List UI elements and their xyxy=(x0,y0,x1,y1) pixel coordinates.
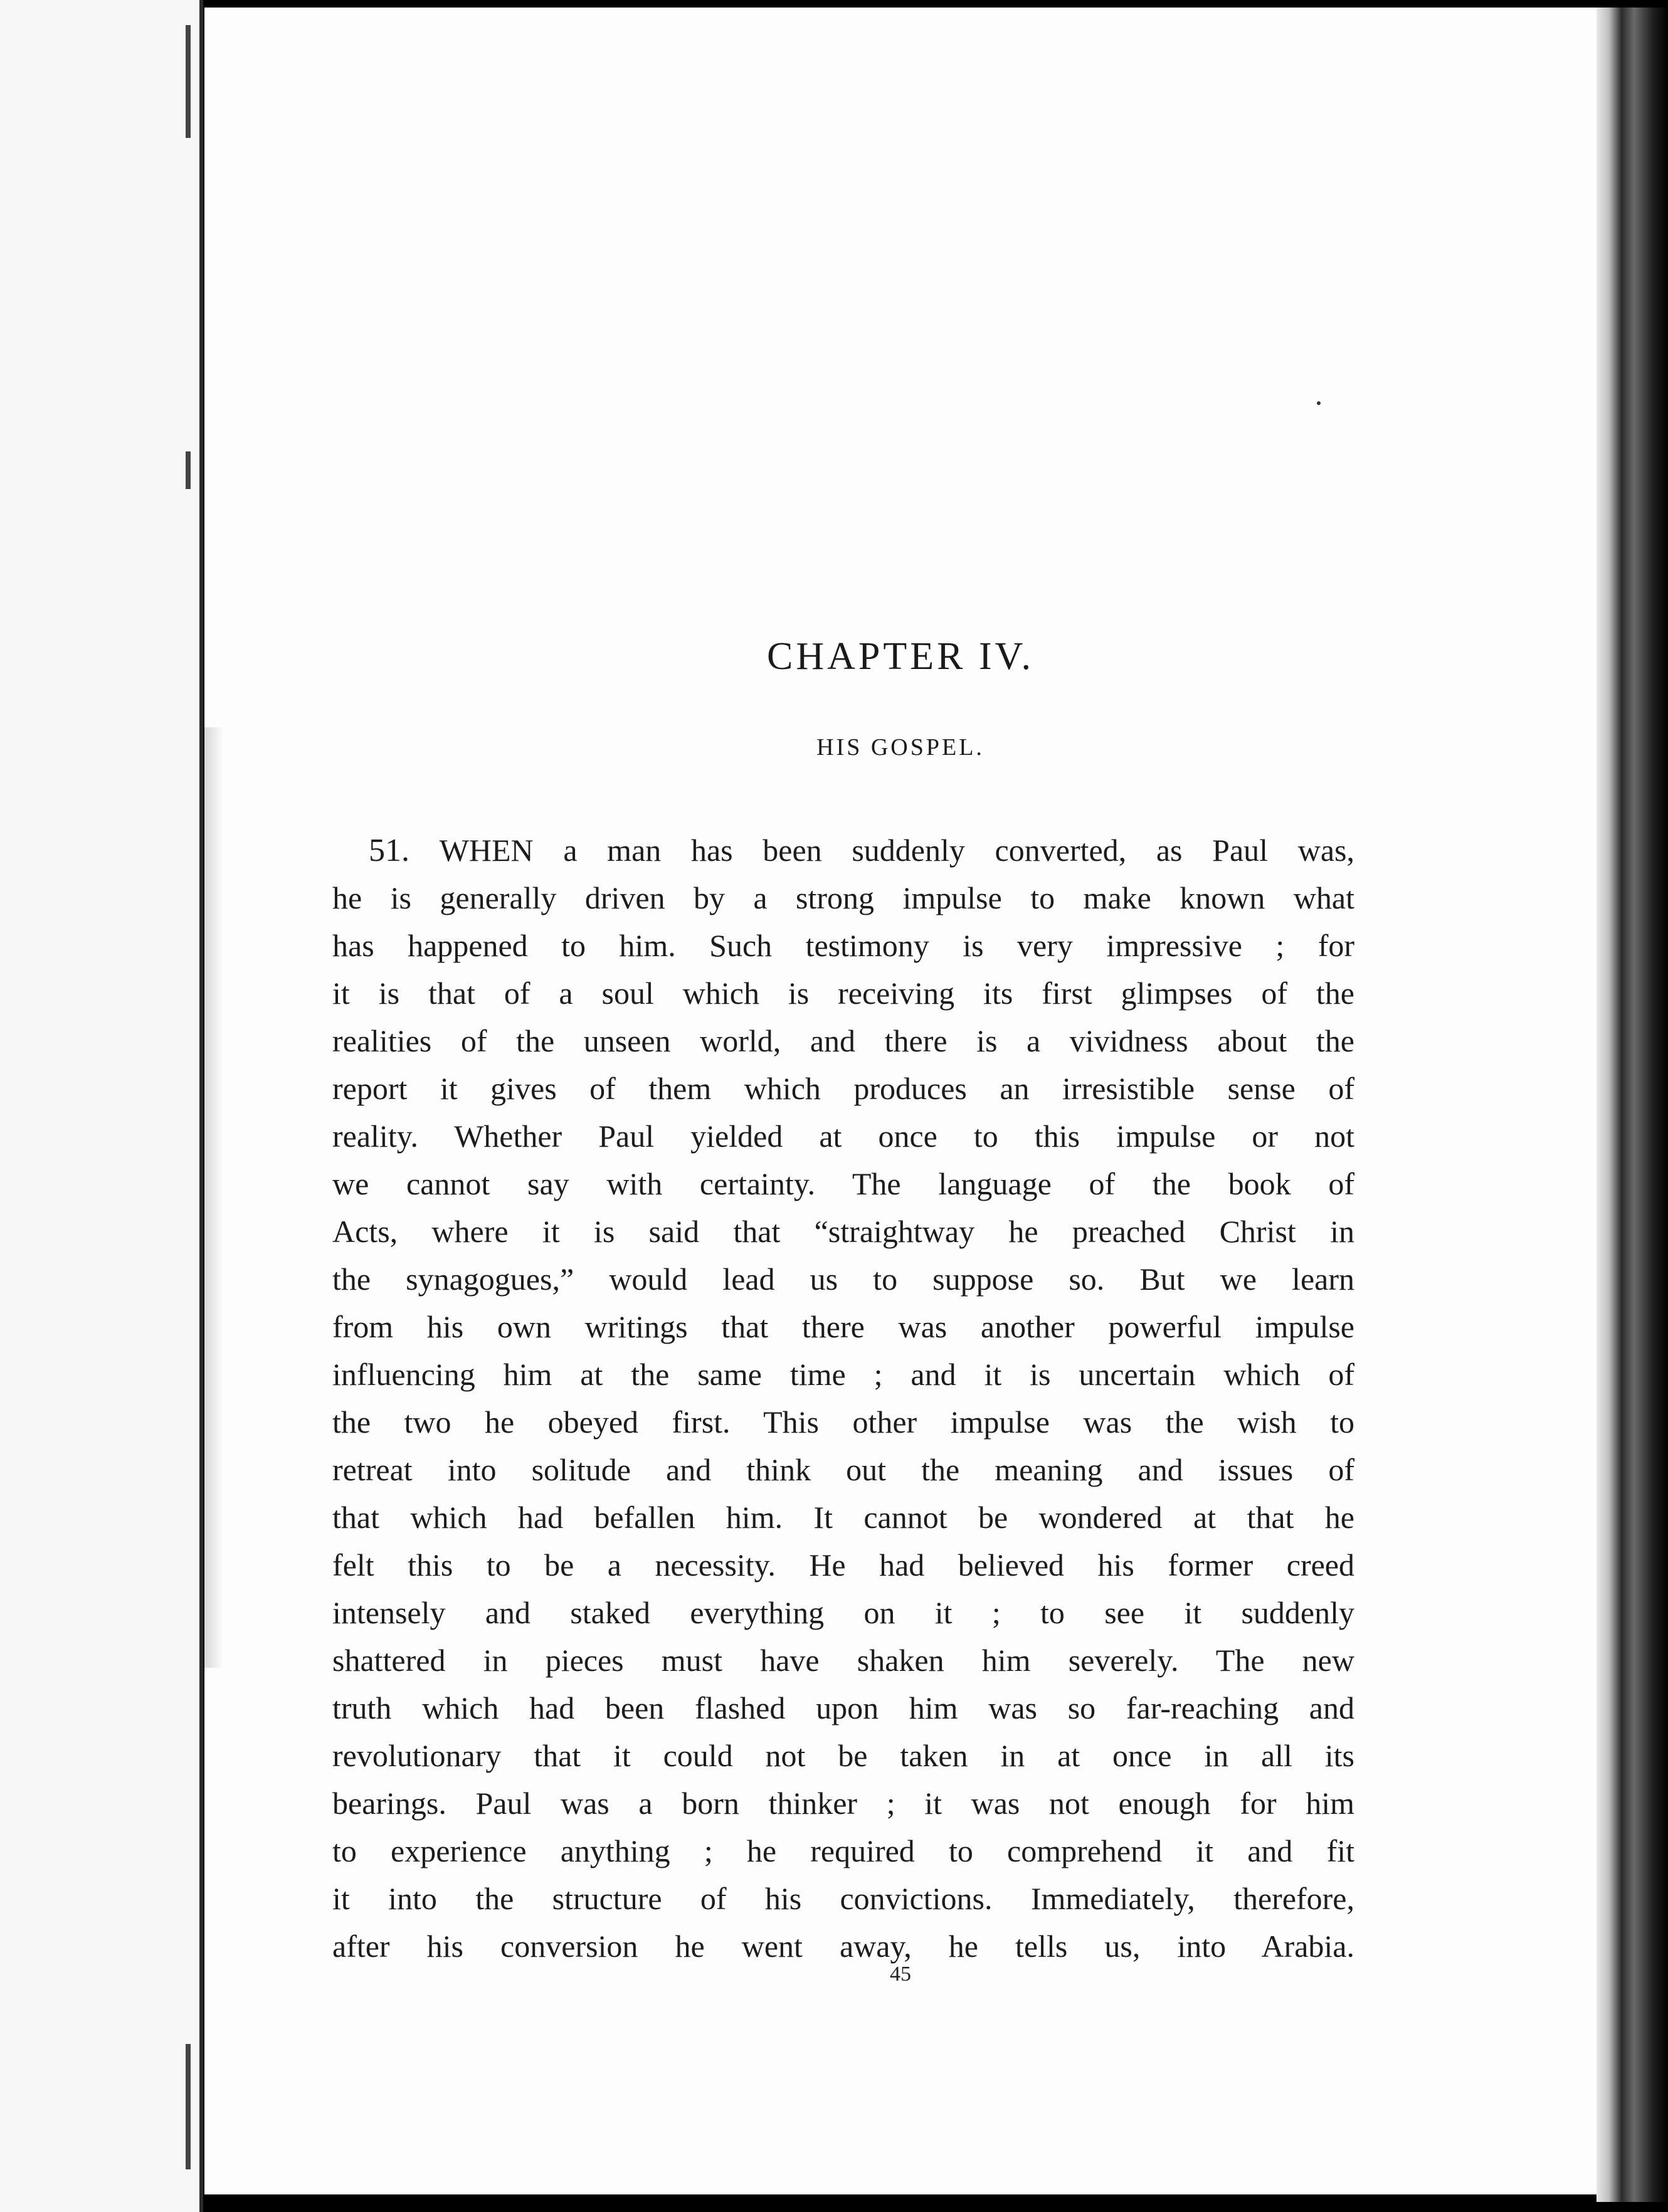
page-shadow xyxy=(204,727,223,1668)
text-line: shattered in pieces must have shaken him severely. The new xyxy=(332,1643,1354,1678)
text-line: truth which had been flashed upon him was so far-reaching and xyxy=(332,1690,1354,1725)
text-line: has happened to him. Such testimony is very impressive ; for xyxy=(332,928,1354,963)
lead-word: WHEN xyxy=(439,833,534,868)
page-edge-stack xyxy=(1597,8,1668,2202)
left-page-shadow xyxy=(186,2044,191,2169)
text-line: reality. Whether Paul yielded at once to this impulse or not xyxy=(332,1119,1354,1154)
text-line: to experience anything ; he required to comprehend it and fit xyxy=(332,1833,1354,1868)
text-line: after his conversion he went away, he tells us, into Arabia. xyxy=(332,1929,1354,1964)
text-line: realities of the unseen world, and there is a vividness about the xyxy=(332,1023,1354,1058)
text-line: it is that of a soul which is receiving its first glimpses of the xyxy=(332,976,1354,1011)
section-heading: HIS GOSPEL. xyxy=(816,734,984,761)
text-line: retreat into solitude and think out the meaning and issues of xyxy=(332,1452,1354,1487)
text-line: Acts, where it is said that “straightway he preached Christ in xyxy=(332,1214,1354,1249)
text-line: the two he obeyed first. This other impulse was the wish to xyxy=(332,1404,1354,1440)
text-line: from his own writings that there was another powerful impulse xyxy=(332,1309,1354,1344)
paragraph-51 xyxy=(332,826,1354,1970)
text-line: he is generally driven by a strong impulse to make known what xyxy=(332,880,1354,915)
text-line: we cannot say with certainty. The language of the book of xyxy=(332,1166,1354,1201)
text-line: felt this to be a necessity. He had believed his former creed xyxy=(332,1547,1354,1583)
text-line: revolutionary that it could not be taken in at once in all its xyxy=(332,1738,1354,1773)
dust-speck xyxy=(1317,401,1321,405)
text-line: report it gives of them which produces an irresistible sense of xyxy=(332,1071,1354,1106)
paragraph-number: 51. xyxy=(369,833,409,868)
text-line: bearings. Paul was a born thinker ; it was not enough for him xyxy=(332,1786,1354,1821)
line-text: a man has been suddenly converted, as Paul was, xyxy=(533,833,1355,868)
text-line: intensely and staked everything on it ; to see it suddenly xyxy=(332,1595,1354,1630)
left-page-shadow xyxy=(186,451,191,489)
left-page-edge xyxy=(0,0,203,2212)
text-line: influencing him at the same time ; and it is uncertain which of xyxy=(332,1357,1354,1392)
text-line: the synagogues,” would lead us to suppose so. But we learn xyxy=(332,1261,1354,1297)
text-line xyxy=(332,826,1354,874)
text-line: it into the structure of his convictions. Immediately, therefore, xyxy=(332,1881,1354,1916)
page-number: 45 xyxy=(890,1962,911,1986)
left-page-shadow xyxy=(186,25,191,138)
text-line: that which had befallen him. It cannot be wondered at that he xyxy=(332,1500,1354,1535)
chapter-heading: CHAPTER IV. xyxy=(767,635,1034,678)
